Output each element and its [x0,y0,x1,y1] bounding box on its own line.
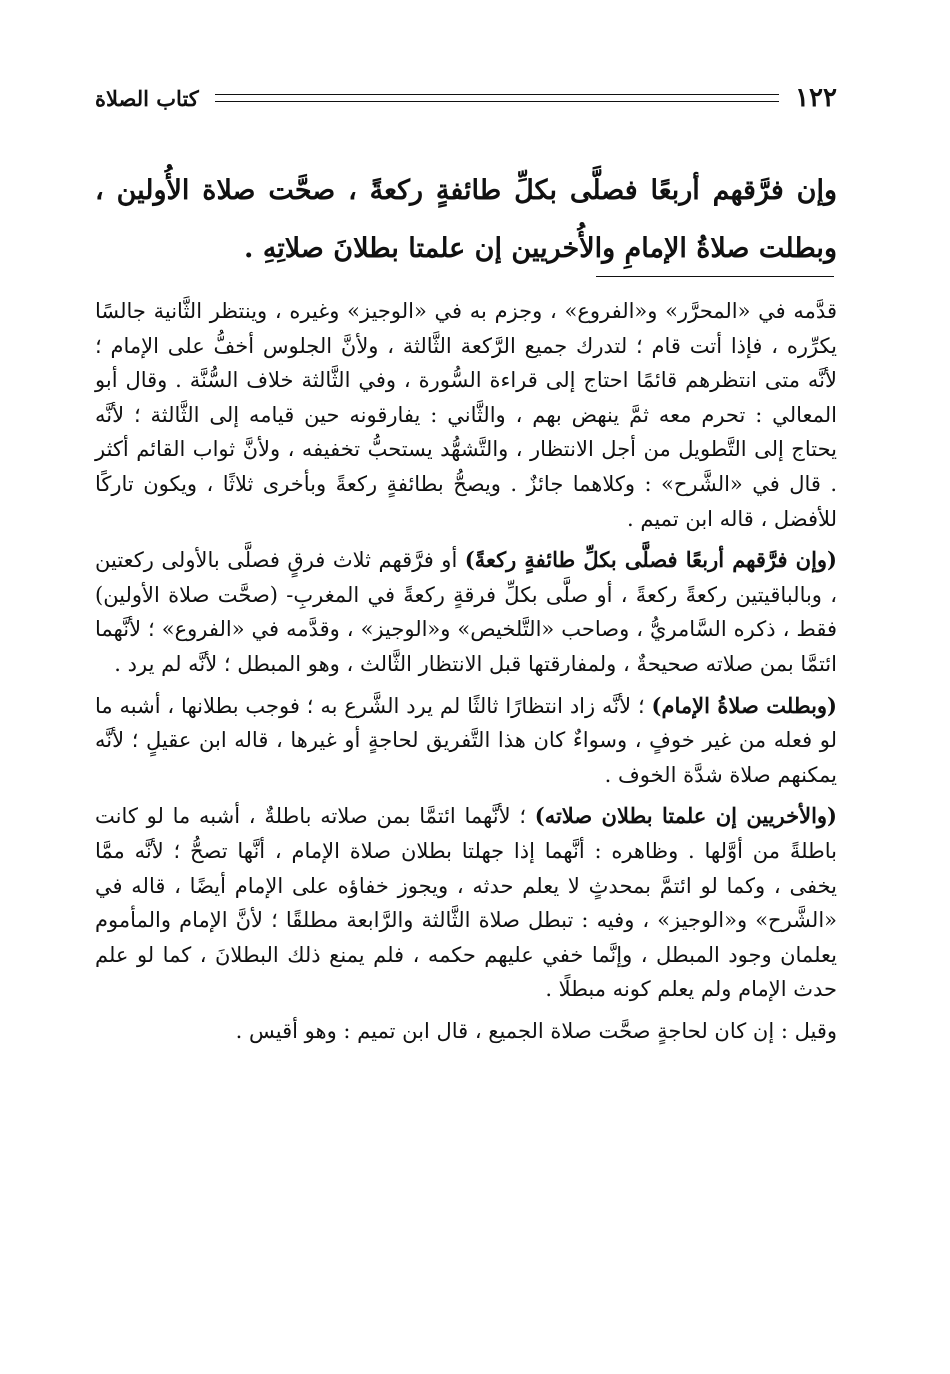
running-title: كتاب الصلاة [95,85,199,111]
paragraph-text: وقيل : إن كان لحاجةٍ صحَّت صلاة الجميع ، قال ابن تميم : وهو أقيس . [235,1018,837,1043]
quoted-lemma: (والأخريين إن علمتا بطلان صلاته) [534,803,837,829]
commentary-paragraph [95,799,837,1007]
page-number: ١٢٢ [795,83,837,113]
header-double-rule [215,94,779,102]
footnote-separator [596,276,834,277]
commentary-paragraph [95,689,837,793]
main-text: وإن فرَّقهم أربعًا فصلَّى بكلِّ طائفةٍ ركعةً ، صحَّت صلاة الأُولين ، وبطلت صلاةُ الإمامِ والأُخريين إن علمتا بطلانَ صلاتِهِ . [95,175,837,264]
paragraph-text: ؛ لأنَّه زاد انتظارًا ثالثًا لم يرد الشَّرع به ؛ فوجب بطلانها ، أشبه ما لو فعله من غير خوفٍ ، وسواءٌ كان هذا التَّفريق لحاجةٍ أو غيرها ، قاله ابن عقيلٍ ؛ لأنَّه يمكنهم صلاة شدَّة الخوف . [95,693,837,787]
commentary-paragraph [95,294,837,536]
quoted-lemma: (وإن فرَّقهم أربعًا فصلَّى بكلِّ طائفةٍ ركعةً) [464,547,837,573]
running-header [95,78,837,118]
paragraph-text: ؛ لأنَّهما ائتمَّا بمن صلاته باطلةٌ ، أشبه ما لو كانت باطلةً من أوَّلها . وظاهره : أنَّهما إذا جهلتا بطلان صلاة الإمام ، أنَّها تصحُّ ؛ لأنَّه ممَّا يخفى ، وكما لو ائتمَّ بمحدثٍ لا يعلم حدثه ، ويجوز خفاؤه على الإمام أيضًا ، قاله في «الشَّرح» و«الوجيز» ، وفيه : تبطل صلاة الثَّالثة والرَّابعة مطلقًا ؛ لأنَّ الإمام والمأموم يعلمان وجود المبطل ، وإنَّما خفي عليهم حكمه ، فلم يمنع ذلك البطلانَ ، كما لو علم حدث الإمام ولم يعلم كونه مبطلًا . [95,804,837,1002]
commentary-paragraph [95,543,837,681]
paragraph-text: قدَّمه في «المحرَّر» و«الفروع» ، وجزم به في «الوجيز» وغيره ، وينتظر الثَّانية جالسًا يكرِّره ، فإذا أتت قام ؛ لتدرك جميع الرَّكعة الثَّالثة ، ولأنَّ الجلوس أخفُّ على الإمام ؛ لأنَّه متى انتظرهم قائمًا احتاج إلى قراءة السُّورة ، وفي الثَّالثة خلاف السُّنَّة . وقال أبو المعالي : تحرم معه ثمَّ ينهض بهم ، والثَّاني : يفارقونه حين قيامه إلى الثَّالثة ؛ لأنَّه يحتاج إلى التَّطويل من أجل الانتظار ، والتَّشهُّد يستحبُّ تخفيفه ، ولأنَّ ثواب القائم أكثر . قال في «الشَّرح» : وكلاهما جائزٌ . ويصحُّ بطائفةٍ ركعةً وبأخرى ثلاثًا ، ويكون تاركًا للأفضل ، قاله ابن تميم . [95,299,837,531]
commentary [95,294,837,1055]
quoted-lemma: (وبطلت صلاةُ الإمام) [651,692,837,718]
paragraph-text: أو فرَّقهم ثلاث فرقٍ فصلَّى بالأولى ركعتين ، وبالباقيتين ركعةً ركعةً ، أو صلَّى بكلِّ فرقةٍ ركعةً في المغربِ- (صحَّت صلاة الأولين) فقط ، ذكره السَّامريُّ ، وصاحب «التَّلخيص» و«الوجيز» ، وقدَّمه في «الفروع» ؛ لأنَّهما ائتمَّا بمن صلاته صحيحةٌ ، ولمفارقتها قبل الانتظار الثَّالث ، وهو المبطل ؛ لأنَّه لم يرد . [95,548,837,676]
commentary-paragraph [95,1014,837,1049]
